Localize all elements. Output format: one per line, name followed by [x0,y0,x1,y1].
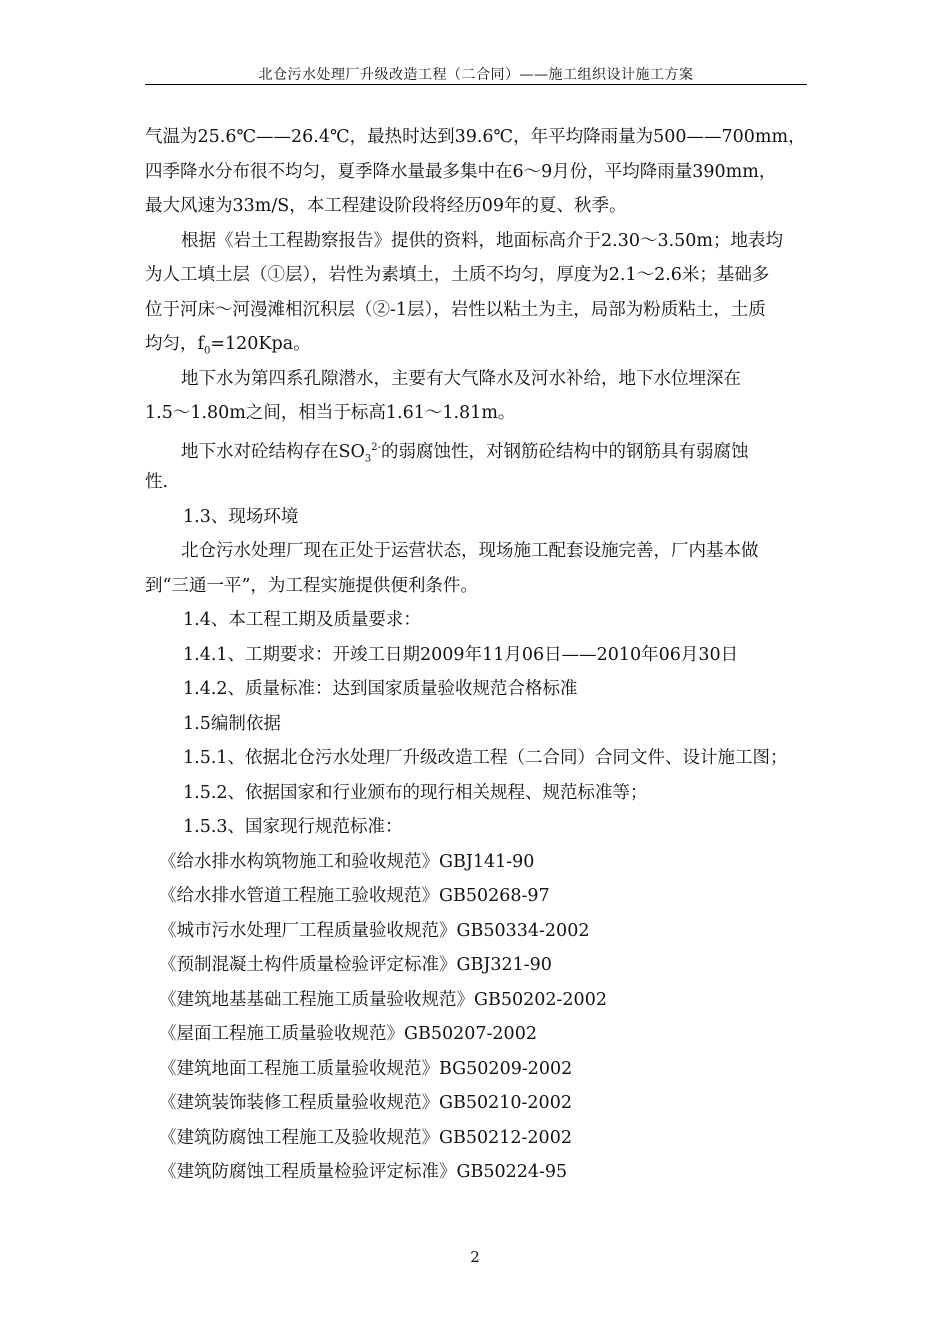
text-line: 1.5～1.80m之间，相当于标高1.61～1.81m。 [145,403,516,423]
text-line: 最大风速为33m/S，本工程建设阶段将经历09年的夏、秋季。 [145,196,627,216]
text-line: 四季降水分布很不均匀，夏季降水量最多集中在6～9月份，平均降雨量390mm， [145,161,777,182]
text-run: 均匀，f [145,334,204,354]
subscript: 3 [364,452,372,464]
list-item: 《给水排水构筑物施工和验收规范》GBJ141-90 [159,851,535,872]
list-item: 《建筑地面工程施工质量验收规范》BG50209-2002 [159,1058,573,1079]
text-line: 位于河床～河漫滩相沉积层（②-1层），岩性以粘土为主，局部为粉质粘土，土质 [145,299,766,320]
text-line: 性. [145,472,169,492]
text-run: =120Kpa。 [210,334,311,354]
text-line: 地下水为第四系孔隙潜水，主要有大气降水及河水补给，地下水位埋深在 [181,368,741,389]
text-line: 1.4.1、工期要求：开竣工日期2009年11月06日——2010年06月30日 [183,644,739,665]
text-line: 1.5.1、依据北仓污水处理厂升级改造工程（二合同）合同文件、设计施工图； [183,748,788,768]
list-item: 《给水排水管道工程施工验收规范》GB50268-97 [159,886,550,906]
text-line: 1.5.2、依据国家和行业颁布的现行相关规程、规范标准等； [183,782,648,803]
section-heading: 1.5编制依据 [183,713,281,734]
list-item: 《建筑防腐蚀工程质量检验评定标准》GB50224-95 [159,1162,568,1182]
list-item: 《建筑防腐蚀工程施工及验收规范》GB50212-2002 [159,1127,572,1148]
header-divider [145,84,807,85]
section-heading: 1.4、本工程工期及质量要求： [183,610,421,630]
text-line: 气温为25.6℃——26.4℃，最热时达到39.6℃，年平均降雨量为500——700mm， [145,127,806,147]
text-line: 为人工填土层（①层），岩性为素填土，土质不均匀，厚度为2.1～2.6米；基础多 [145,265,770,285]
text-line [145,431,807,466]
text-line: 1.5.3、国家现行规范标准： [183,817,403,837]
text-line [145,327,807,362]
section-heading: 1.3、现场环境 [183,506,299,527]
list-item: 《建筑地基基础工程施工质量验收规范》GB50202-2002 [159,989,607,1010]
list-item: 《屋面工程施工质量验收规范》GB50207-2002 [159,1024,537,1044]
text-line: 到“三通一平”，为工程实施提供便利条件。 [145,575,478,596]
text-line: 北仓污水处理厂现在正处于运营状态，现场施工配套设施完善，厂内基本做 [181,541,759,561]
text-line: 1.4.2、质量标准：达到国家质量验收规范合格标准 [183,679,578,699]
text-line: 根据《岩土工程勘察报告》提供的资料，地面标高介于2.30～3.50m；地表均 [181,230,784,251]
page-number: 2 [470,1248,480,1266]
subscript: 0 [203,345,211,357]
page-header: 北仓污水处理厂升级改造工程（二合同）——施工组织设计施工方案 [258,67,694,83]
list-item: 《建筑装饰装修工程质量验收规范》GB50210-2002 [159,1093,572,1113]
text-run: 的弱腐蚀性，对钢筋砼结构中的钢筋具有弱腐蚀 [380,441,749,462]
superscript: 2- [371,441,381,453]
list-item: 《预制混凝土构件质量检验评定标准》GBJ321-90 [159,955,552,975]
document-body [145,120,807,1190]
text-run: 地下水对砼结构存在SO [181,441,365,462]
list-item: 《城市污水处理厂工程质量验收规范》GB50334-2002 [159,920,590,941]
